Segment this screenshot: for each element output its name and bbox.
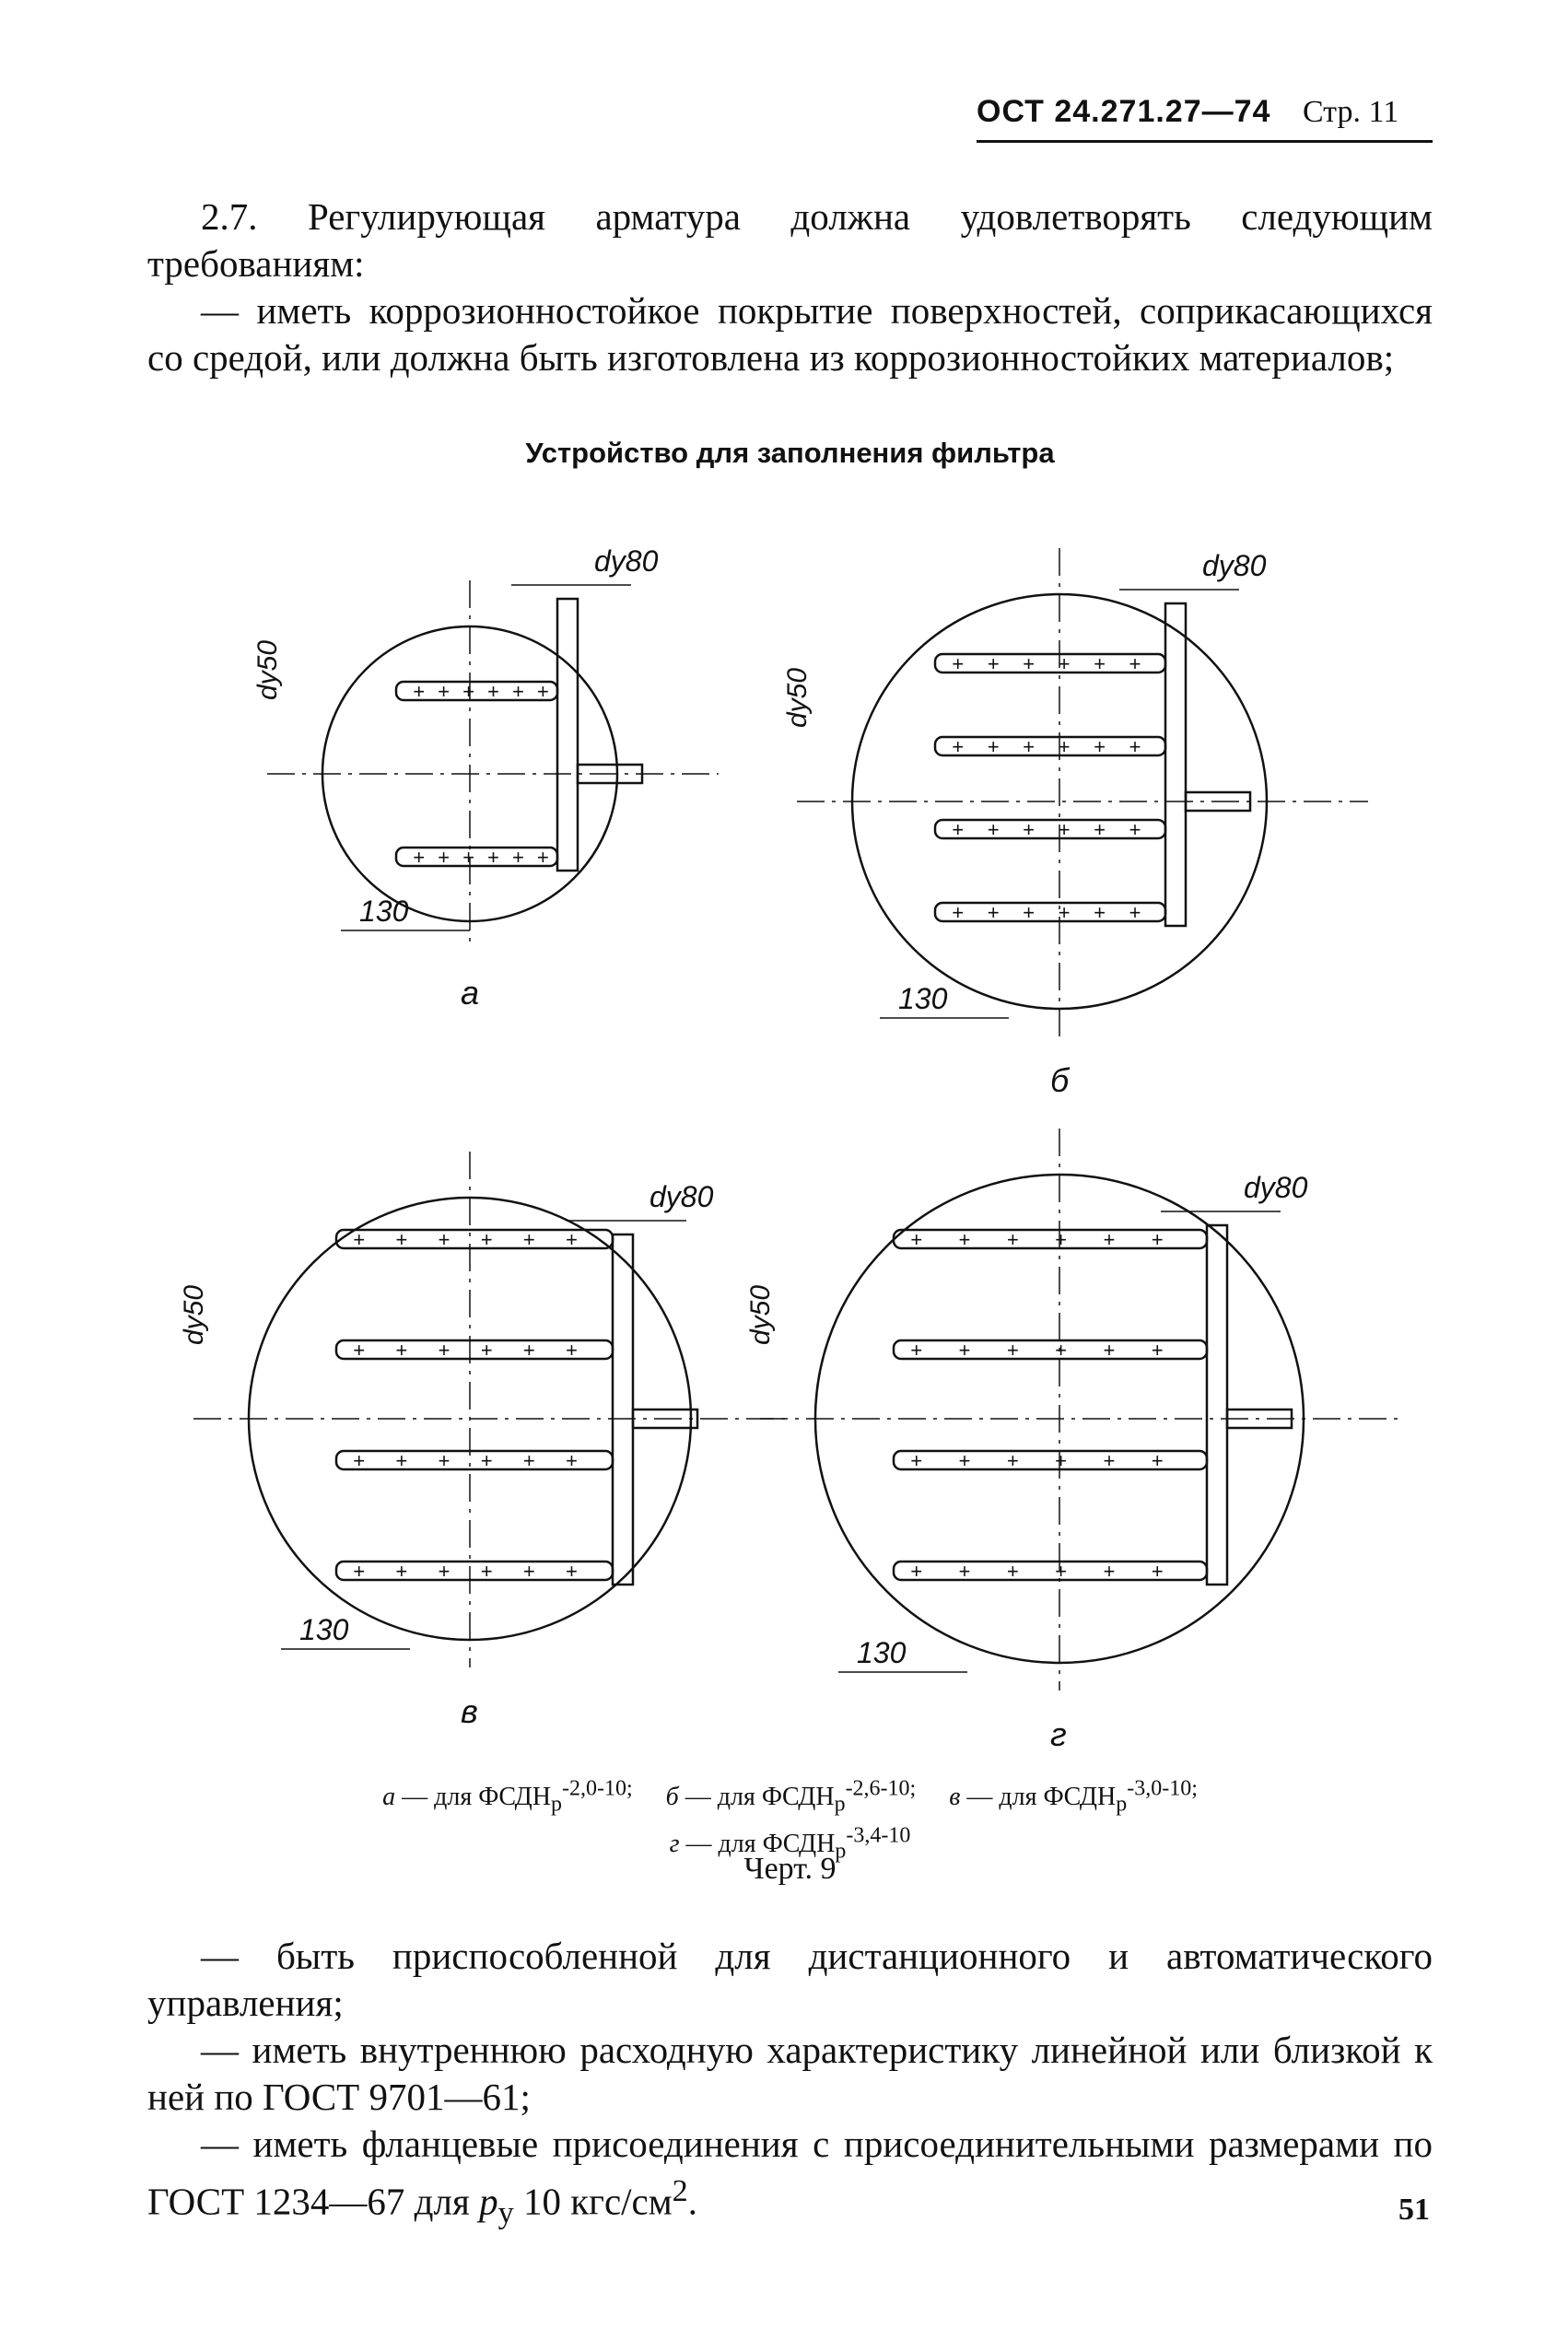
caption-model: ФСДН [761,1783,835,1812]
outlet-diameter-label: dу80 [594,544,659,578]
spacing-label: 130 [857,1636,907,1669]
perforation-mark: + [480,1449,493,1472]
perforation-mark: + [395,1228,408,1251]
panel-г [760,1129,1405,1690]
perforation-mark: + [958,1560,971,1583]
perforation-mark: + [353,1449,365,1472]
perforation-mark: + [910,1339,922,1362]
perforation-mark: + [511,846,524,869]
perforation-mark: + [1022,735,1035,758]
header-pipe [613,1234,633,1585]
document-code: ОСТ 24.271.27—74 [977,94,1271,129]
perforation-mark: + [1054,1449,1067,1472]
perforation-mark: + [1058,901,1071,924]
caption-dash: — для [395,1783,479,1812]
caption-item [382,1777,633,1817]
intro-text [147,193,1433,381]
perforation-mark: + [1129,901,1141,924]
flange-text-c: . [687,2180,697,2223]
requirement-flanges [147,2121,1433,2237]
spacing-label: 130 [359,895,409,928]
caption-dash: — для [678,1783,762,1812]
pressure-symbol: p [479,2180,498,2223]
caption-model-sub: р [835,1839,847,1864]
perforation-mark: + [910,1560,922,1583]
perforation-mark: + [536,846,549,869]
perforation-mark: + [1103,1449,1116,1472]
caption-model-sub: р [550,1792,562,1817]
perforation-mark: + [958,1228,971,1251]
perforation-mark: + [1093,652,1106,675]
perforation-mark: + [1103,1560,1116,1583]
perforation-mark: + [952,652,964,675]
requirement-corrosion: — иметь коррозионностойкое покрытие поверхностей, соприкасающихся со средой, или должна быть изготовлена из коррозионностойких материалов; [147,289,1433,379]
caption-model: ФСДН [478,1783,551,1812]
perforation-mark: + [565,1228,578,1251]
perforation-mark: + [353,1560,365,1583]
perforation-mark: + [486,680,499,703]
pressure-subscript: у [497,2195,514,2230]
perforation-mark: + [910,1228,922,1251]
outlet-diameter-label: dу80 [1244,1171,1308,1204]
filter-filling-drawing [0,497,1568,1750]
outlet-diameter-label: dу80 [1202,549,1267,582]
perforation-mark: + [511,680,524,703]
chart-label: Черт. 9 [743,1852,837,1886]
perforation-mark: + [438,1228,451,1251]
perforation-mark: + [1129,818,1141,841]
caption-letter: а [382,1783,396,1812]
perforation-mark: + [987,818,1000,841]
perforation-mark: + [1022,901,1035,924]
perforation-mark: + [1006,1228,1019,1251]
perforation-mark: + [1022,818,1035,841]
page-header [977,94,1433,143]
caption-item [665,1777,917,1817]
perforation-mark: + [522,1449,535,1472]
perforation-mark: + [1058,735,1071,758]
perforation-mark: + [1151,1339,1164,1362]
requirements-text [147,1933,1433,2237]
perforation-mark: + [462,680,474,703]
perforation-mark: + [1129,735,1141,758]
perforation-mark: + [395,1449,408,1472]
perforation-mark: + [565,1449,578,1472]
perforation-mark: + [1058,818,1071,841]
perforation-mark: + [958,1449,971,1472]
perforation-mark: + [1093,901,1106,924]
perforation-mark: + [565,1339,578,1362]
panel-letter: б [1050,1061,1070,1099]
spacing-label: 130 [898,982,948,1015]
perforation-mark: + [1151,1228,1164,1251]
perforation-mark: + [1006,1449,1019,1472]
branch-diameter-label: dу50 [782,667,813,728]
perforation-mark: + [353,1339,365,1362]
caption-letter: г [669,1830,680,1859]
perforation-mark: + [438,1339,451,1362]
caption-model-sub: р [1116,1792,1128,1817]
panel-а [267,580,719,949]
perforation-mark: + [486,846,499,869]
caption-dash: — для [679,1830,763,1859]
perforation-mark: + [1054,1339,1067,1362]
branch-diameter-label: dу50 [745,1284,776,1345]
outlet-diameter-label: dу80 [649,1180,714,1213]
branch-diameter-label: dу50 [252,639,283,700]
flange-text-a: — иметь фланцевые присоединения с присоединительными размерами по ГОСТ 1234—67 для [147,2123,1433,2223]
perforation-mark: + [952,818,964,841]
perforation-mark: + [480,1560,493,1583]
perforation-mark: + [987,735,1000,758]
requirement-flow-characteristic: — иметь внутреннюю расходную характеристику линейной или близкой к ней по ГОСТ 9701—61; [147,2029,1433,2118]
perforation-mark: + [1151,1449,1164,1472]
perforation-mark: + [1022,652,1035,675]
caption-letter: в [949,1783,961,1812]
perforation-mark: + [480,1339,493,1362]
caption-letter: б [665,1783,679,1812]
perforation-mark: + [958,1339,971,1362]
panel-letter: а [461,974,480,1012]
header-pipe [1207,1225,1227,1585]
caption-model: ФСДН [762,1830,836,1859]
perforation-mark: + [565,1560,578,1583]
perforation-mark: + [1054,1560,1067,1583]
perforation-mark: + [1093,735,1106,758]
perforation-mark: + [910,1449,922,1472]
panel-letter: в [461,1692,478,1730]
perforation-mark: + [395,1339,408,1362]
panel-letter: г [1050,1715,1067,1750]
caption-model-sub: р [834,1792,846,1817]
perforation-mark: + [1054,1228,1067,1251]
spacing-label: 130 [299,1613,349,1646]
perforation-mark: + [438,1449,451,1472]
section-2-7-paragraph: 2.7. Регулирующая арматура должна удовлетворять следующим требованиям: [147,195,1433,285]
requirement-remote-control: — быть приспособленной для дистанционного и автоматического управления; [147,1935,1433,2024]
caption-item [949,1777,1198,1817]
perforation-mark: + [1151,1560,1164,1583]
perforation-mark: + [395,1560,408,1583]
caption-model-suffix: -3,0-10; [1127,1777,1198,1801]
panel-б [797,548,1368,1036]
perforation-mark: + [353,1228,365,1251]
perforation-mark: + [438,1560,451,1583]
caption-dash: — для [960,1783,1044,1812]
perforation-mark: + [480,1228,493,1251]
perforation-mark: + [1103,1228,1116,1251]
caption-model-suffix: -2,0-10; [561,1777,633,1801]
figure-title: Устройство для заполнения фильтра [525,437,1055,469]
perforation-mark: + [987,901,1000,924]
perforation-mark: + [522,1339,535,1362]
perforation-mark: + [1006,1560,1019,1583]
perforation-mark: + [987,652,1000,675]
branch-diameter-label: dу50 [179,1284,209,1345]
panel-в [193,1152,792,1667]
perforation-mark: + [1093,818,1106,841]
perforation-mark: + [437,846,450,869]
flange-text-b: 10 кгс/см [513,2180,673,2223]
page-number: 51 [1398,2193,1430,2227]
perforation-mark: + [462,846,474,869]
perforation-mark: + [1058,652,1071,675]
header-pipe [1165,603,1186,926]
perforation-mark: + [952,735,964,758]
perforation-mark: + [522,1228,535,1251]
perforation-mark: + [1129,652,1141,675]
page-label: Стр. 11 [1302,95,1399,129]
caption-model: ФСДН [1043,1783,1117,1812]
perforation-mark: + [413,846,425,869]
perforation-mark: + [437,680,450,703]
perforation-mark: + [1006,1339,1019,1362]
header-pipe [557,599,578,871]
unit-superscript: 2 [672,2174,688,2208]
caption-model-suffix: -3,4-10 [846,1823,911,1848]
perforation-mark: + [1103,1339,1116,1362]
caption-model-suffix: -2,6-10; [845,1777,917,1801]
perforation-mark: + [952,901,964,924]
perforation-mark: + [413,680,425,703]
perforation-mark: + [536,680,549,703]
perforation-mark: + [522,1560,535,1583]
